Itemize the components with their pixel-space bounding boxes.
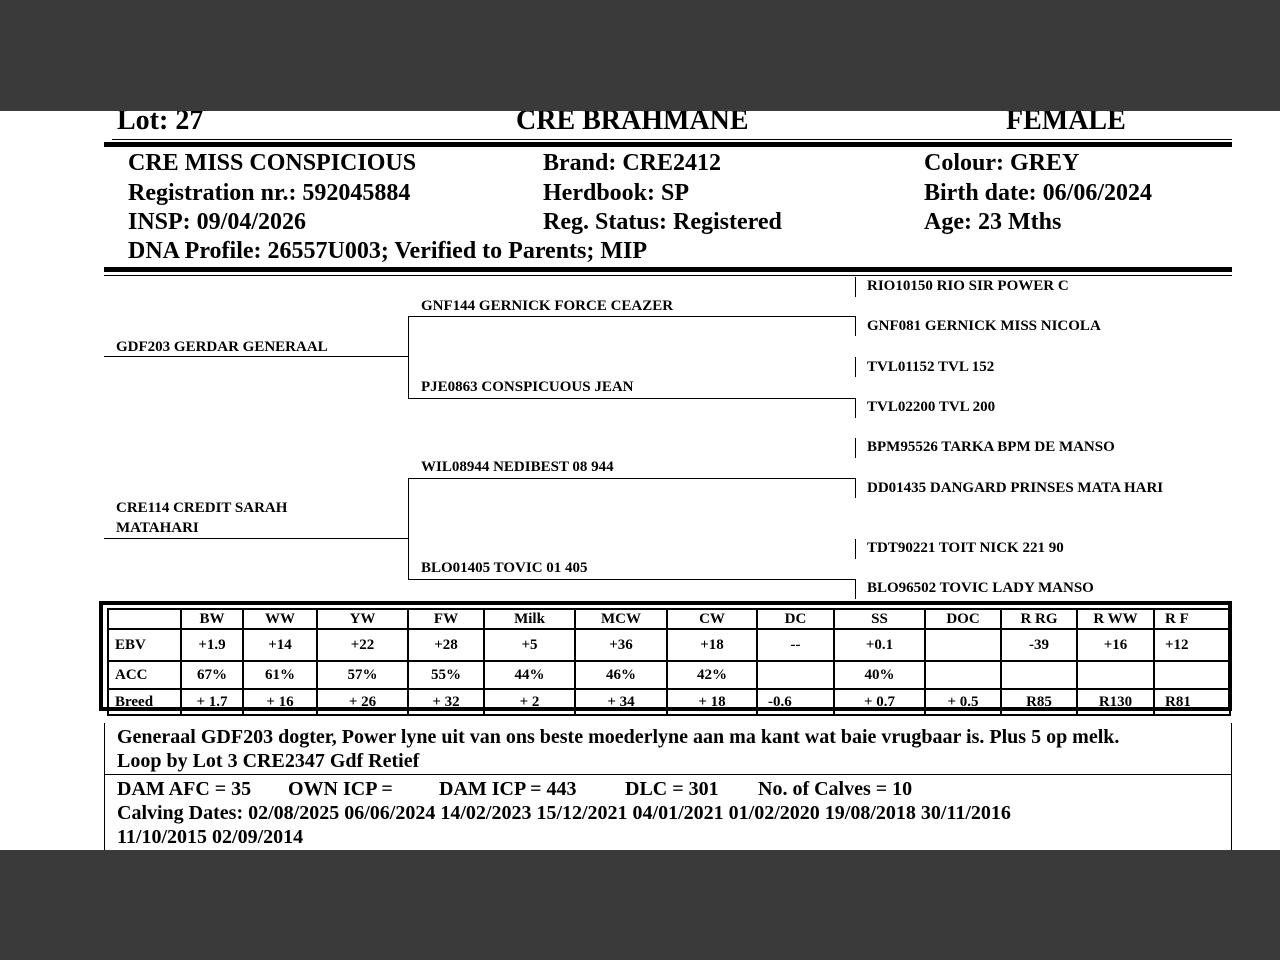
table-cell: +22 <box>317 629 408 661</box>
g3-ancestor-5: BPM95526 TARKA BPM DE MANSO <box>867 439 1115 455</box>
sire-bracket <box>408 316 409 398</box>
header-cell: DC <box>757 609 834 629</box>
dam-icp: DAM ICP = 443 <box>439 778 577 800</box>
table-cell: + 2 <box>484 689 575 715</box>
g3-tick <box>855 579 856 599</box>
sire-dam: PJE0863 CONSPICUOUS JEAN <box>421 379 634 395</box>
g3-tick <box>855 277 856 297</box>
table-cell: + 34 <box>575 689 667 715</box>
calving-dates-line-2: 11/10/2015 02/09/2014 <box>117 826 304 848</box>
table-cell: +14 <box>243 629 317 661</box>
breed-row <box>108 689 1230 715</box>
table-cell: +36 <box>575 629 667 661</box>
comments-box <box>104 723 1232 775</box>
colour: Colour: GREY <box>924 150 1080 176</box>
table-cell: +0.1 <box>834 629 925 661</box>
birth-date: Birth date: 06/06/2024 <box>924 180 1152 206</box>
dlc: DLC = 301 <box>625 778 719 800</box>
lot-sheet <box>0 111 1280 850</box>
info-rule-thick <box>104 267 1232 272</box>
table-cell: + 32 <box>408 689 484 715</box>
dam-line-2: MATAHARI <box>116 520 199 536</box>
table-cell: +5 <box>484 629 575 661</box>
header-rule-thin <box>112 139 1232 140</box>
table-cell <box>925 661 1001 689</box>
table-cell: 57% <box>317 661 408 689</box>
g3-tick <box>855 539 856 559</box>
age: Age: 23 Mths <box>924 209 1062 235</box>
table-cell: -0.6 <box>757 689 834 715</box>
dam-line <box>104 538 409 539</box>
table-cell: +12 <box>1154 629 1230 661</box>
table-cell <box>1001 661 1077 689</box>
table-cell: -- <box>757 629 834 661</box>
sire-sire: GNF144 GERNICK FORCE CEAZER <box>421 298 674 314</box>
row-label: ACC <box>108 661 181 689</box>
header-cell: BW <box>181 609 243 629</box>
table-cell: 42% <box>667 661 757 689</box>
calving-dates-line-1: Calving Dates: 02/08/2025 06/06/2024 14/02/2023 15/12/2021 04/01/2021 01/02/2020 19/08/2018 30/11/2016 <box>117 802 1011 824</box>
sire: GDF203 GERDAR GENERAAL <box>116 339 328 355</box>
table-cell: + 16 <box>243 689 317 715</box>
g3-tick <box>855 316 856 336</box>
info-rule-thin <box>104 275 1232 276</box>
header-rule-thick <box>104 142 1232 147</box>
herdbook: Herdbook: SP <box>543 180 690 206</box>
header-cell: YW <box>317 609 408 629</box>
header-cell: DOC <box>925 609 1001 629</box>
animal-name: CRE MISS CONSPICIOUS <box>128 150 417 176</box>
own-icp: OWN ICP = <box>288 778 393 800</box>
row-label: Breed <box>108 689 181 715</box>
table-cell <box>1077 661 1154 689</box>
table-cell <box>1154 661 1230 689</box>
table-cell: R81 <box>1154 689 1230 715</box>
g3-tick <box>855 357 856 377</box>
inspection-date: INSP: 09/04/2026 <box>128 209 307 235</box>
header-cell: WW <box>243 609 317 629</box>
dam-bracket <box>408 478 409 579</box>
table-cell: + 26 <box>317 689 408 715</box>
dam-afc: DAM AFC = 35 <box>117 778 252 800</box>
sire-sire-line <box>408 316 855 317</box>
ebv-row <box>108 629 1230 661</box>
dam-sire: WIL08944 NEDIBEST 08 944 <box>421 459 614 475</box>
g3-ancestor-1: RIO10150 RIO SIR POWER C <box>867 278 1069 294</box>
registration-status: Reg. Status: Registered <box>543 209 782 235</box>
dam-sire-line <box>408 478 855 479</box>
comment-line-1: Generaal GDF203 dogter, Power lyne uit van ons beste moederlyne aan ma kant wat baie vrugbaar is. Plus 5 op melk. <box>117 726 1120 748</box>
lot-number: Lot: 27 <box>117 111 204 136</box>
dna-profile: DNA Profile: 26557U003; Verified to Parents; MIP <box>128 238 648 264</box>
sire-line <box>104 356 409 357</box>
table-cell <box>757 661 834 689</box>
table-cell: +18 <box>667 629 757 661</box>
number-of-calves: No. of Calves = 10 <box>758 778 913 800</box>
registration-number: Registration nr.: 592045884 <box>128 180 411 206</box>
calving-box <box>104 774 1232 850</box>
ebv-header-row <box>108 609 1230 629</box>
g3-tick <box>855 438 856 458</box>
header-cell: MCW <box>575 609 667 629</box>
g3-ancestor-6: DD01435 DANGARD PRINSES MATA HARI <box>867 480 1164 496</box>
header-cell: R WW <box>1077 609 1154 629</box>
header-cell: R RG <box>1001 609 1077 629</box>
g3-ancestor-4: TVL02200 TVL 200 <box>867 399 996 415</box>
header-cell: Milk <box>484 609 575 629</box>
dam-dam-line <box>408 579 855 580</box>
ebv-table <box>107 608 1231 716</box>
g3-tick <box>855 398 856 418</box>
table-cell: 40% <box>834 661 925 689</box>
table-cell: + 18 <box>667 689 757 715</box>
dam-dam: BLO01405 TOVIC 01 405 <box>421 560 588 576</box>
table-cell: + 0.5 <box>925 689 1001 715</box>
table-cell: R85 <box>1001 689 1077 715</box>
table-cell <box>925 629 1001 661</box>
header-cell <box>108 609 181 629</box>
header-cell: R F <box>1154 609 1230 629</box>
header-cell: FW <box>408 609 484 629</box>
header-cell: CW <box>667 609 757 629</box>
g3-ancestor-8: BLO96502 TOVIC LADY MANSO <box>867 580 1094 596</box>
table-cell: -39 <box>1001 629 1077 661</box>
g3-ancestor-3: TVL01152 TVL 152 <box>867 359 995 375</box>
row-label: EBV <box>108 629 181 661</box>
header-cell: SS <box>834 609 925 629</box>
table-cell: 67% <box>181 661 243 689</box>
brand: Brand: CRE2412 <box>543 150 722 176</box>
sex-label: FEMALE <box>1006 111 1126 136</box>
acc-row <box>108 661 1230 689</box>
comment-line-2: Loop by Lot 3 CRE2347 Gdf Retief <box>117 750 420 772</box>
g3-ancestor-7: TDT90221 TOIT NICK 221 90 <box>867 540 1064 556</box>
table-cell: +1.9 <box>181 629 243 661</box>
g3-ancestor-2: GNF081 GERNICK MISS NICOLA <box>867 318 1101 334</box>
table-cell: 61% <box>243 661 317 689</box>
table-cell: R130 <box>1077 689 1154 715</box>
sire-dam-line <box>408 398 855 399</box>
dam-line-1: CRE114 CREDIT SARAH <box>116 500 288 516</box>
table-cell: + 1.7 <box>181 689 243 715</box>
table-cell: 46% <box>575 661 667 689</box>
breed-title: CRE BRAHMANE <box>516 111 749 136</box>
table-cell: +16 <box>1077 629 1154 661</box>
table-cell: +28 <box>408 629 484 661</box>
table-cell: 55% <box>408 661 484 689</box>
table-cell: 44% <box>484 661 575 689</box>
table-cell: + 0.7 <box>834 689 925 715</box>
g3-tick <box>855 478 856 498</box>
